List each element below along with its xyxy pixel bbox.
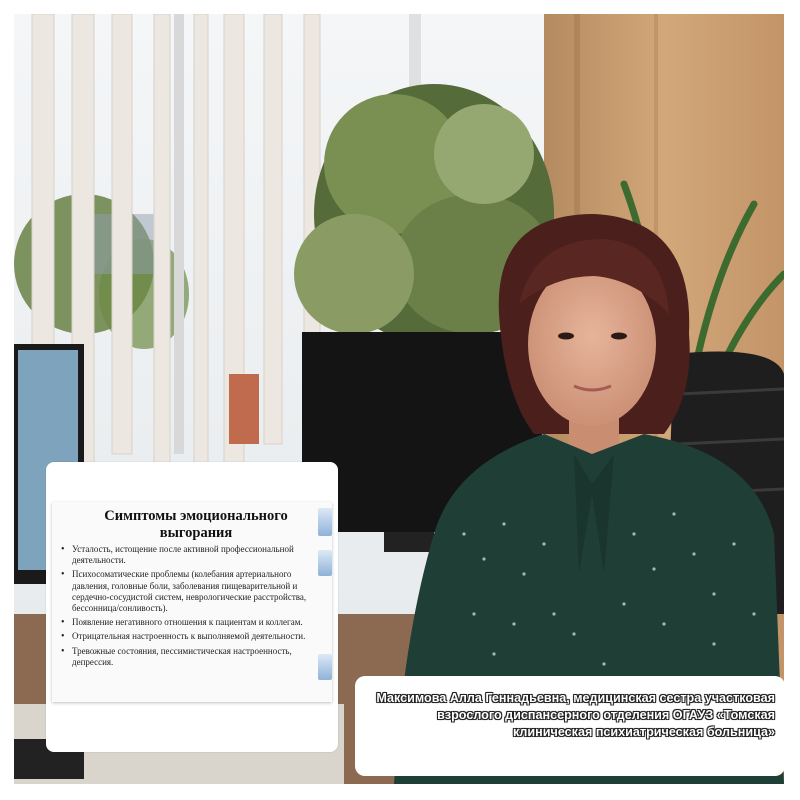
slide-title: Симптомы эмоционального выгорания — [104, 508, 288, 541]
slide-image-thumbnail — [318, 508, 332, 536]
list-item: • Тревожные состояния, пессимистическая настроенность, депрессия. — [60, 646, 320, 668]
caption-card — [355, 676, 785, 776]
list-item: • Психосоматические проблемы (колебания артериального давления, головные боли, заболевания пищеварительной и сердечно-сосудистой систем, неврологические расстройства, бессонница/сонливость). — [60, 569, 320, 614]
list-item: • Появление негативного отношения к пациентам и коллегам. — [60, 617, 320, 628]
list-item: • Усталость, истощение после активной профессиональной деятельности. — [60, 544, 320, 566]
slide-image-thumbnail — [318, 654, 332, 680]
list-item: • Отрицательная настроенность к выполняемой деятельности. — [60, 631, 320, 642]
slide-image-thumbnail — [318, 550, 332, 576]
photo-caption: Максимова Алла Геннадьевна, медицинская сестра участковая взрослого диспансерного отделения ОГАУЗ «Томская клиническая психиатрическая больница» — [376, 691, 775, 739]
slide-card — [46, 462, 338, 752]
slide-bullet-list — [60, 544, 320, 671]
presentation-slide — [52, 502, 332, 702]
